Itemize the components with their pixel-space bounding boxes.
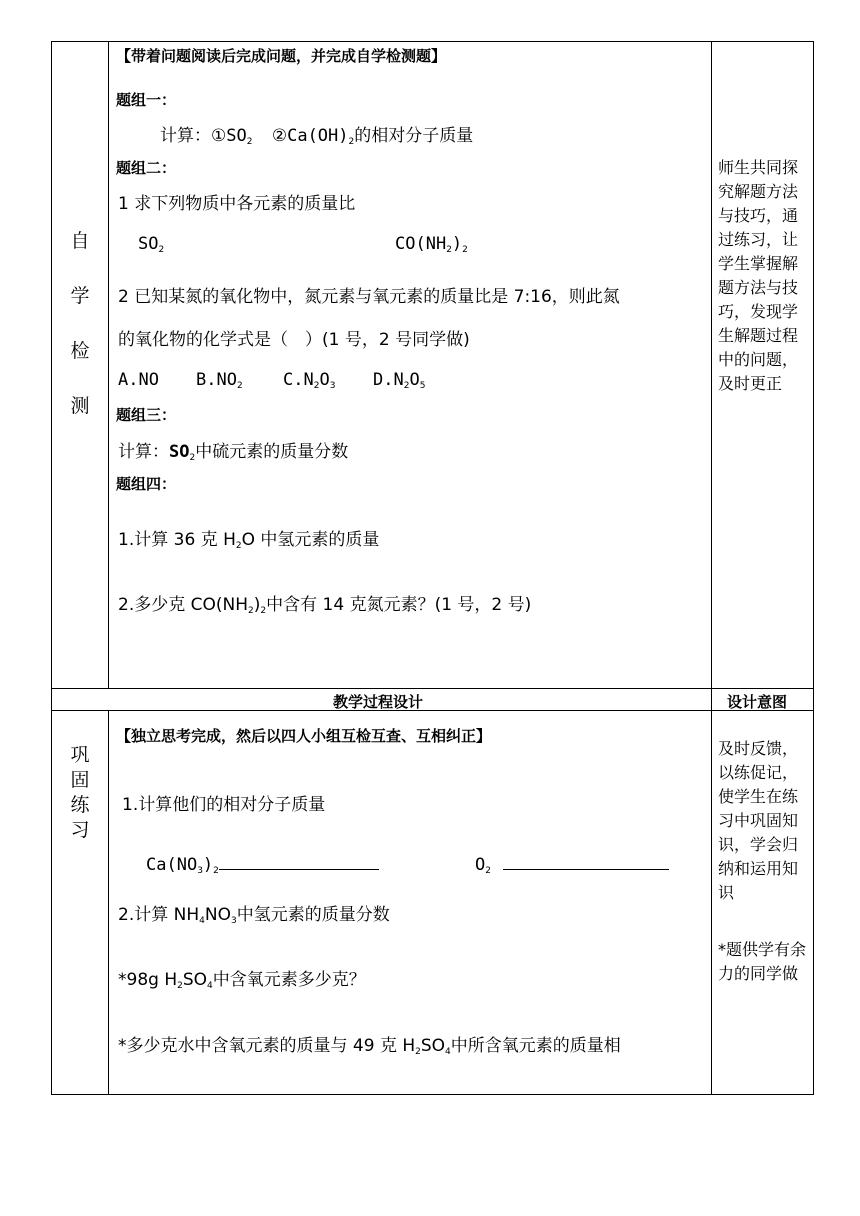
group2-q2-line2: 的氧化物的化学式是（ ）(1 号，2 号同学做)	[118, 330, 470, 350]
section1-intro: 【带着问题阅读后完成问题，并完成自学检测题】	[116, 47, 447, 65]
section-label-self-study	[65, 226, 95, 446]
label-char: 巩	[70, 744, 90, 766]
column-divider-right	[711, 41, 712, 1095]
option-d: $D.N_2O_5$	[373, 370, 426, 391]
option-c: $C.N_2O_3$	[283, 370, 336, 391]
option-b: $B.NO_2$	[196, 370, 243, 391]
option-a: A.NO	[118, 370, 159, 390]
practice-q3: *98g $H_2SO_4$中含氧元素多少克？	[118, 970, 366, 991]
practice-q1-b: $O_2$	[475, 855, 669, 876]
group4-q1: 1.计算 36 克 $H_2O$ 中氢元素的质量	[118, 530, 380, 551]
group3-title: 题组三：	[116, 406, 177, 424]
row-divider-header-top	[51, 688, 814, 689]
section-label-practice	[65, 740, 95, 840]
label-char: 学	[70, 285, 90, 307]
label-char: 测	[70, 395, 90, 417]
label-char: 习	[70, 819, 90, 841]
practice-q1-a: $Ca(NO_3)_2$	[146, 855, 379, 876]
table-border-left	[51, 41, 52, 1095]
header-process: 教学过程设计	[333, 693, 424, 711]
group2-q2-line1: 2 已知某氮的氧化物中，氮元素与氧元素的质量比是 7:16，则此氮	[118, 287, 620, 307]
practice-q4: *多少克水中含氧元素的质量与 49 克 $H_2SO_4$中所含氧元素的质量相	[118, 1036, 621, 1057]
section2-intro: 【独立思考完成，然后以四人小组互检互查、互相纠正】	[116, 727, 492, 745]
header-intent: 设计意图	[727, 693, 788, 711]
answer-blank[interactable]	[503, 855, 669, 870]
group2-q1-formula-b: $CO(NH_2)_2$	[395, 234, 468, 255]
group2-title: 题组二：	[116, 159, 177, 177]
group2-q1: 1 求下列物质中各元素的质量比	[118, 194, 356, 214]
label-char: 检	[70, 340, 90, 362]
practice-q1: 1.计算他们的相对分子质量	[122, 795, 326, 815]
group2-q1-formula-a: $SO_2$	[138, 234, 165, 255]
group1-title: 题组一：	[116, 91, 177, 109]
group4-title: 题组四：	[116, 475, 177, 493]
row-divider-header-bottom	[51, 710, 814, 711]
column-divider-left-bottom	[108, 710, 109, 1095]
label-char: 固	[70, 769, 90, 791]
table-border-top	[51, 41, 814, 42]
column-divider-left-top	[108, 41, 109, 688]
label-char: 自	[70, 230, 90, 252]
group4-q2: 2.多少克 $CO(NH_2)_2$中含有 14 克氮元素？(1 号，2 号)	[118, 595, 532, 616]
label-char: 练	[70, 794, 90, 816]
group3-calc: 计算：$SO_2$中硫元素的质量分数	[118, 442, 349, 463]
design-note-3: *题供学有余力的同学做	[718, 940, 807, 983]
answer-blank[interactable]	[219, 855, 379, 870]
table-border-right	[813, 41, 814, 1095]
design-note-1: 师生共同探究解题方法与技巧，通过练习，让学生掌握解题方法与技巧，发现学生解题过程中的问题，及时更正	[718, 158, 799, 393]
table-border-bottom	[51, 1094, 814, 1095]
group1-calc: 计算：$①SO_2$ $②Ca(OH)_2$的相对分子质量	[160, 126, 474, 147]
design-note-2: 及时反馈，以练促记，使学生在练习中巩固知识，学会归纳和运用知识	[718, 739, 799, 902]
practice-q2: 2.计算 $NH_4NO_3$中氢元素的质量分数	[118, 905, 390, 926]
